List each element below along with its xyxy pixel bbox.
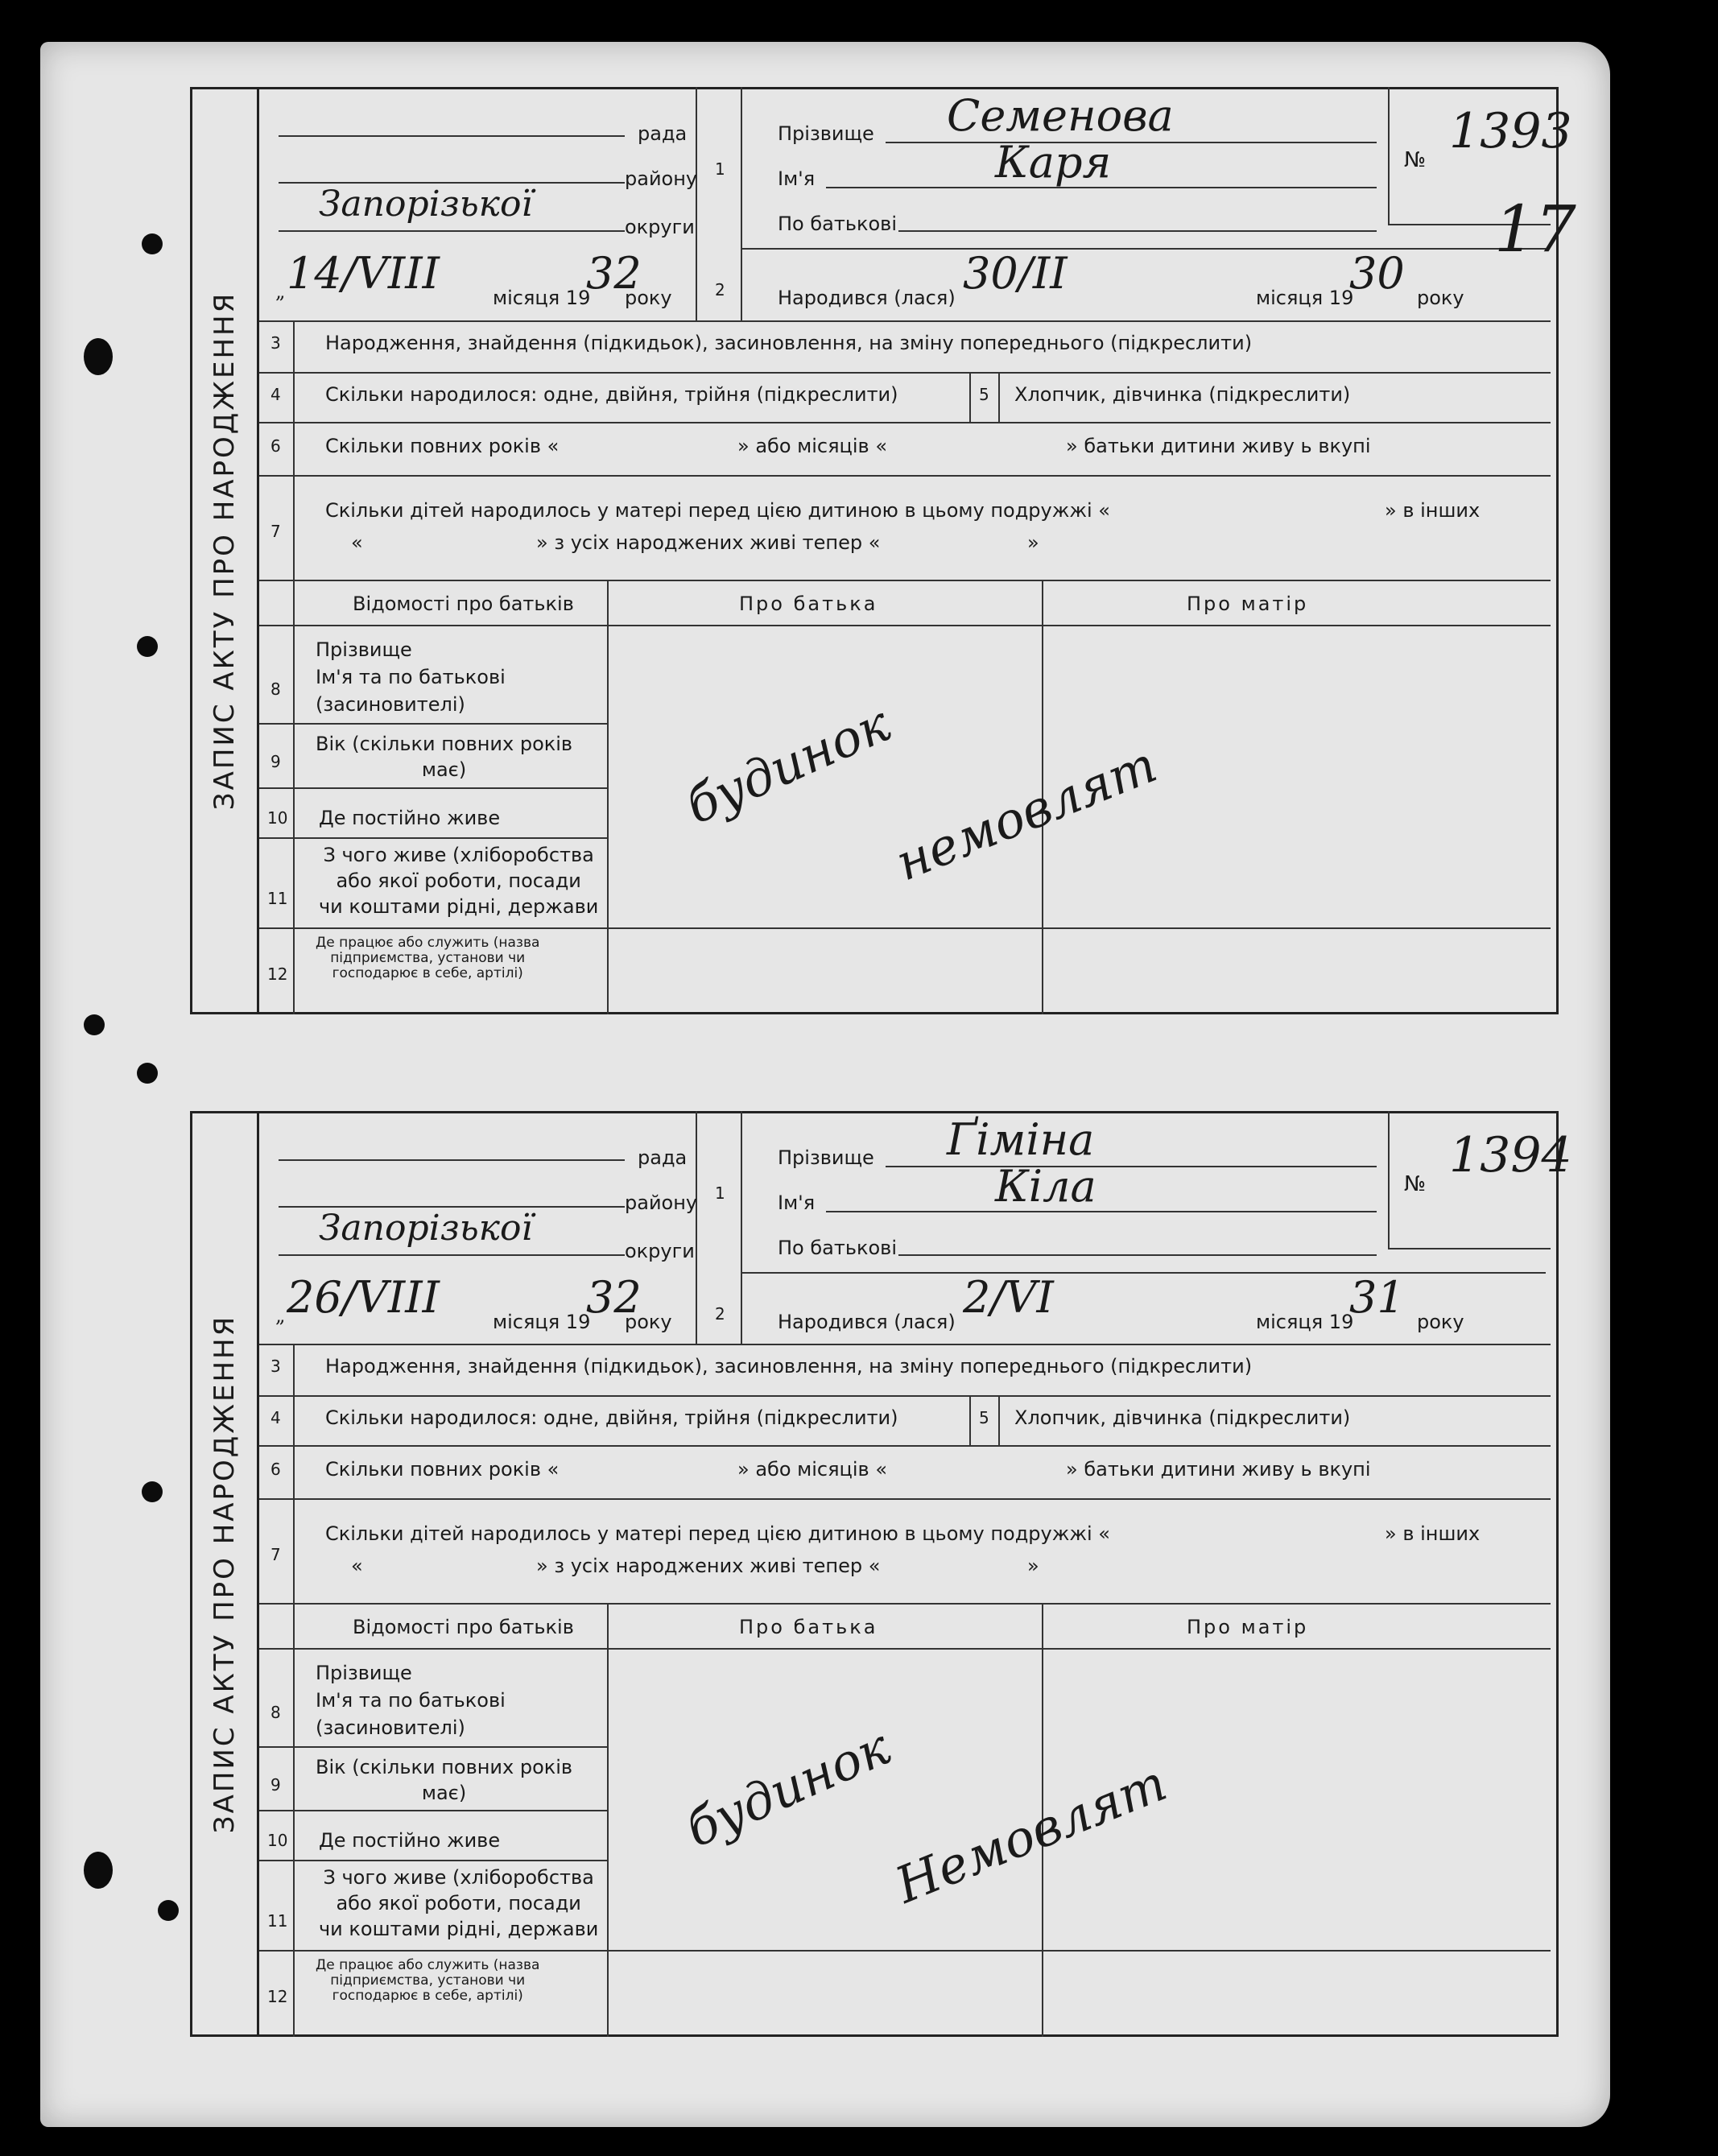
mother-handwritten: немовлят [887, 734, 1165, 893]
surname-value: Семенова [947, 90, 1174, 141]
record-number: 1394 [1449, 1127, 1572, 1183]
month-label: місяця 19 [1256, 287, 1354, 309]
row-12-text: Де працює або служить (назва підприємства, установи чи господарює в себе, артілі) [316, 935, 540, 981]
row-11-text: З чого живе (хліборобства або якої роботи, посади чи коштами рідні, держави [319, 844, 599, 918]
name-value: Кіла [995, 1161, 1096, 1212]
father-handwritten: будинок [677, 694, 898, 836]
year-label: року [625, 1311, 672, 1333]
rada-label: рада [638, 1146, 688, 1169]
row-10-text: Де постійно живе [319, 1829, 501, 1852]
okruha-label: округи [625, 1240, 695, 1262]
corner-mark: 17 [1494, 192, 1576, 266]
surname-label: Прізвище [778, 122, 874, 145]
row-4-text: Скільки народилося: одне, двійня, трійня (підкреслити) [325, 1406, 898, 1429]
record-side-title: ЗАПИС АКТУ ПРО НАРОДЖЕННЯ [209, 291, 241, 811]
binding-hole [142, 1481, 163, 1502]
mother-handwritten: Немовлят [887, 1753, 1175, 1915]
record-side-title-box [190, 87, 259, 1014]
okruha-value: Запорізької [319, 184, 533, 225]
binding-hole [137, 636, 158, 657]
raion-label: району [625, 1192, 698, 1214]
year-label: року [625, 287, 672, 309]
row-7-alive: » з усіх народжених живі тепер « [536, 1555, 881, 1577]
birth-record: ЗАПИС АКТУ ПРО НАРОДЖЕННЯ рада району Запорізької округи „ 14/VIII місяця 19 32 року 1 2 Прізвище Семенова Ім'я Каря По батькові Народився (лася) 30/II місяця 19 30 року № 1393 17 3 Народження, знайдення (підкидьок), засиновлення, на зміну попереднього (підкреслити) 4 Скільки народилося: одне, двійня, трійня (підкреслити) 5 Хлопчик, дівчинка (підкреслити) 6 Скільки повних років « » або місяців « » батьки дитини живу ь вкупі 7 Скільки дітей народилось у матері перед цією дитиною в цьому подружжі « » в інших « » з усіх народжених живі тепер « » Відомості про батьків Про батька Про матір 8 Прізвище Ім'я та по батькові (засиновителі) 9 Вік (скільки повних років має) 10 Де постійно живе 11 З чого живе (хліборобства або якої роботи, посади чи коштами рідні, держави 12 Де працює або служить (назва підприємства, установи чи господарює в себе, артілі) будинок немовлят [190, 87, 1559, 1014]
born-year: 31 [1349, 1272, 1405, 1323]
registration-year: 32 [586, 1272, 642, 1323]
record-number: 1393 [1449, 103, 1572, 159]
header-father: Про батька [739, 1616, 878, 1638]
born-date: 30/II [963, 248, 1068, 299]
binding-hole [142, 233, 163, 254]
number-label: № [1404, 1172, 1427, 1196]
born-date: 2/VI [963, 1272, 1054, 1323]
registration-date: 26/VIII [287, 1272, 440, 1323]
row-9-text: Вік (скільки повних років має) [316, 1756, 573, 1804]
header-mother: Про матір [1187, 1616, 1309, 1638]
row-7-other: » в інших [1385, 1522, 1481, 1545]
name-label: Ім'я [778, 1192, 816, 1214]
okruha-label: округи [625, 216, 695, 238]
row-6-together: » батьки дитини живу ь вкупі [1066, 435, 1371, 457]
row-5-text: Хлопчик, дівчинка (підкреслити) [1014, 1406, 1351, 1429]
header-mother: Про матір [1187, 593, 1309, 615]
month-label: місяця 19 [493, 287, 591, 309]
header-parents: Відомості про батьків [353, 593, 574, 615]
row-6-years: Скільки повних років « [325, 1458, 560, 1481]
header-father: Про батька [739, 593, 878, 615]
row-7-text: Скільки дітей народилось у матері перед цією дитиною в цьому подружжі « [325, 1522, 1110, 1545]
row-9-text: Вік (скільки повних років має) [316, 733, 573, 781]
patronymic-label: По батькові [778, 1237, 897, 1259]
row-5-text: Хлопчик, дівчинка (підкреслити) [1014, 383, 1351, 406]
row-6-months: » або місяців « [737, 1458, 887, 1481]
name-value: Каря [995, 137, 1112, 188]
born-label: Народився (лася) [778, 1311, 956, 1333]
binding-hole [137, 1063, 158, 1084]
registration-date: 14/VIII [287, 248, 440, 299]
binding-hole [84, 1852, 113, 1889]
record-side-title-box [190, 1111, 259, 2037]
year-label: року [1417, 1311, 1464, 1333]
row-8-text: Прізвище Ім'я та по батькові (засиновителі) [316, 638, 506, 716]
birth-record: ЗАПИС АКТУ ПРО НАРОДЖЕННЯ рада району Запорізької округи „ 26/VIII місяця 19 32 року 1 2 Прізвище Ґіміна Ім'я Кіла По батькові Народився (лася) 2/VI місяця 19 31 року № 1394 3 Народження, знайдення (підкидьок), засиновлення, на зміну попереднього (підкреслити) 4 Скільки народилося: одне, двійня, трійня (підкреслити) 5 Хлопчик, дівчинка (підкреслити) 6 Скільки повних років « » або місяців « » батьки дитини живу ь вкупі 7 Скільки дітей народилось у матері перед цією дитиною в цьому подружжі « » в інших « » з усіх народжених живі тепер « » Відомості про батьків Про батька Про матір 8 Прізвище Ім'я та по батькові (засиновителі) 9 Вік (скільки повних років має) 10 Де постійно живе 11 З чого живе (хліборобства або якої роботи, посади чи коштами рідні, держави 12 Де працює або служить (назва підприємства, установи чи господарює в себе, артілі) будинок Немовлят [190, 1111, 1559, 2037]
row-8-text: Прізвище Ім'я та по батькові (засиновителі) [316, 1662, 506, 1739]
row-7-text: Скільки дітей народилось у матері перед цією дитиною в цьому подружжі « [325, 499, 1110, 522]
surname-value: Ґіміна [947, 1114, 1095, 1165]
row-3-text: Народження, знайдення (підкидьок), засиновлення, на зміну попереднього (підкреслити) [325, 332, 1253, 354]
row-12-text: Де працює або служить (назва підприємства, установи чи господарює в себе, артілі) [316, 1957, 540, 2004]
row-3-text: Народження, знайдення (підкидьок), засиновлення, на зміну попереднього (підкреслити) [325, 1355, 1253, 1377]
header-parents: Відомості про батьків [353, 1616, 574, 1638]
okruha-value: Запорізької [319, 1208, 533, 1249]
binding-hole [84, 338, 113, 375]
row-6-years: Скільки повних років « [325, 435, 560, 457]
year-label: року [1417, 287, 1464, 309]
record-side-title: ЗАПИС АКТУ ПРО НАРОДЖЕННЯ [209, 1314, 241, 1834]
number-label: № [1404, 148, 1427, 172]
row-7-alive: » з усіх народжених живі тепер « [536, 531, 881, 554]
surname-label: Прізвище [778, 1146, 874, 1169]
raion-label: району [625, 167, 698, 190]
father-handwritten: будинок [677, 1717, 898, 1859]
month-label: місяця 19 [493, 1311, 591, 1333]
month-label: місяця 19 [1256, 1311, 1354, 1333]
row-10-text: Де постійно живе [319, 807, 501, 829]
row-7-other: » в інших [1385, 499, 1481, 522]
binding-hole [84, 1014, 105, 1035]
rada-label: рада [638, 122, 688, 145]
row-6-together: » батьки дитини живу ь вкупі [1066, 1458, 1371, 1481]
born-year: 30 [1349, 248, 1405, 299]
patronymic-label: По батькові [778, 213, 897, 235]
binding-hole [158, 1900, 179, 1921]
row-4-text: Скільки народилося: одне, двійня, трійня (підкреслити) [325, 383, 898, 406]
row-6-months: » або місяців « [737, 435, 887, 457]
registration-year: 32 [586, 248, 642, 299]
row-11-text: З чого живе (хліборобства або якої роботи, посади чи коштами рідні, держави [319, 1866, 599, 1940]
born-label: Народився (лася) [778, 287, 956, 309]
name-label: Ім'я [778, 167, 816, 190]
